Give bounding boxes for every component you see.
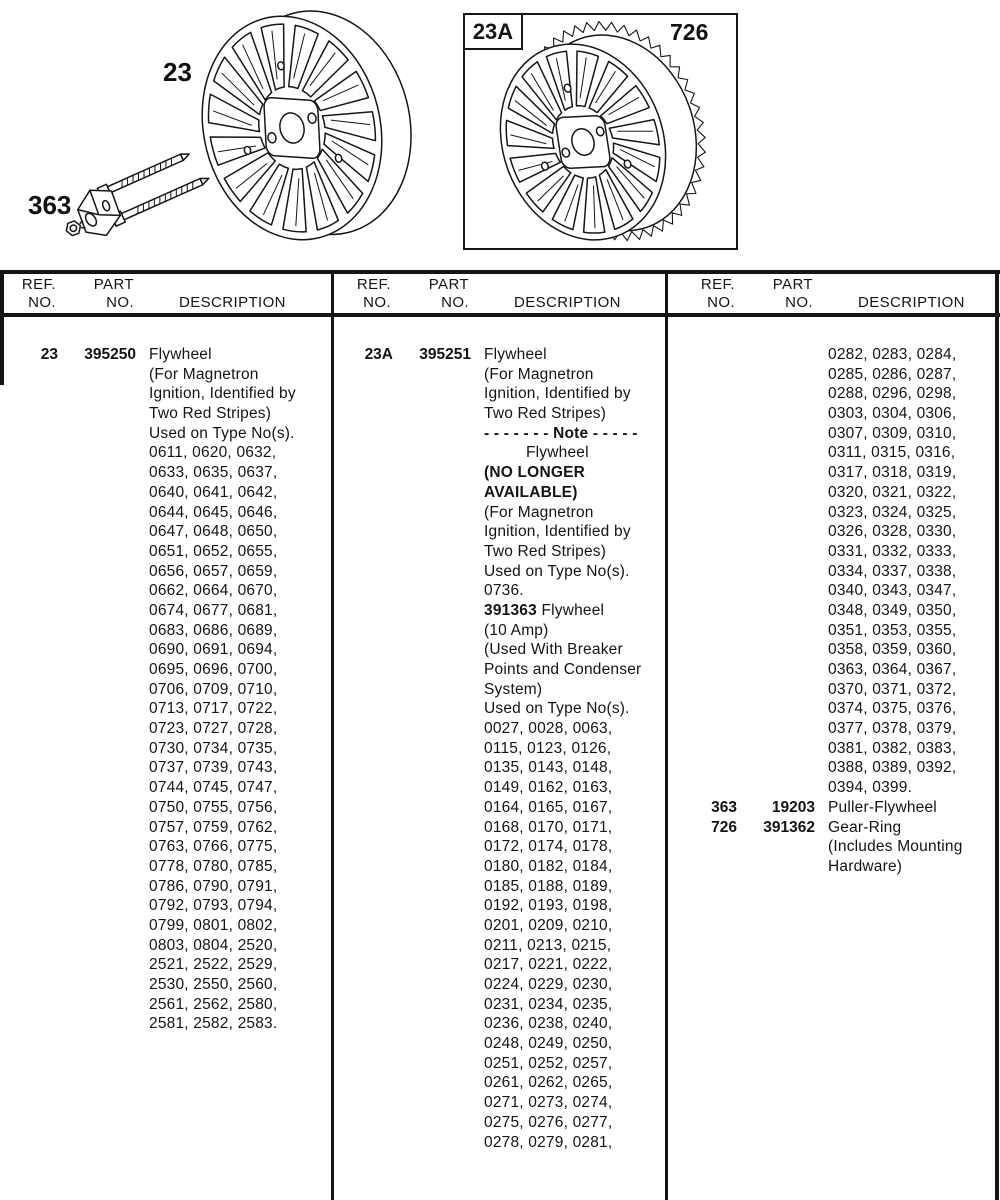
table-header	[0, 276, 331, 311]
header-text: NO.	[363, 293, 391, 311]
part-no: 19203	[771, 798, 815, 816]
description-line: Puller-Flywheel	[828, 798, 937, 816]
description-line: 0323, 0324, 0325,	[828, 503, 957, 521]
part-entry	[0, 345, 331, 1034]
description-line: Gear-Ring	[828, 818, 902, 836]
description-line: 0261, 0262, 0265,	[484, 1074, 613, 1092]
part-no	[737, 345, 815, 798]
description-line: 0651, 0652, 0655,	[149, 542, 278, 560]
header-ref-no	[335, 276, 393, 311]
table-top-rule	[0, 270, 1000, 274]
description-line: 0317, 0318, 0319,	[828, 464, 957, 482]
header-text: REF.	[21, 276, 56, 293]
description-line: 0231, 0234, 0235,	[484, 995, 613, 1013]
part-entry	[679, 798, 995, 818]
ref-no	[679, 345, 737, 798]
header-text: NO.	[28, 293, 56, 311]
callout-label-726: 726	[670, 19, 709, 45]
column-divider	[665, 270, 668, 1200]
description-line: (For Magnetron	[484, 365, 594, 383]
description-line: 0275, 0276, 0277,	[484, 1113, 613, 1131]
description-line: 0706, 0709, 0710,	[149, 680, 278, 698]
parts-column	[0, 317, 331, 1034]
description-line: 0388, 0389, 0392,	[828, 759, 957, 777]
part-entry	[335, 345, 665, 1152]
description-line: 0736.	[484, 582, 524, 600]
description-line: 0799, 0801, 0802,	[149, 916, 278, 934]
header-text: PART	[428, 276, 469, 293]
description-line: 0180, 0182, 0184,	[484, 857, 613, 875]
description-line: Points and Condenser	[484, 661, 642, 678]
description-line: 0149, 0162, 0163,	[484, 779, 613, 797]
description-line: Flywheel	[149, 346, 212, 363]
header-text: NO.	[106, 293, 134, 311]
header-text: REF.	[700, 276, 735, 293]
description-line: 0370, 0371, 0372,	[828, 680, 957, 698]
part-description	[136, 345, 331, 1034]
callout-label-363: 363	[28, 190, 72, 220]
description-line: 0307, 0309, 0310,	[828, 424, 957, 442]
description-line: 0348, 0349, 0350,	[828, 601, 957, 619]
part-description	[815, 345, 995, 798]
description-line: 2521, 2522, 2529,	[149, 956, 278, 974]
description-line: AVAILABLE)	[484, 483, 578, 501]
description-line: 0374, 0375, 0376,	[828, 700, 957, 718]
description-line: 0792, 0793, 0794,	[149, 897, 278, 915]
description-line: 0363, 0364, 0367,	[828, 661, 957, 678]
description-line: 0674, 0677, 0681,	[149, 601, 278, 619]
description-line: Flywheel	[484, 346, 547, 363]
ref-no: 363	[711, 798, 737, 816]
description-line: 0285, 0286, 0287,	[828, 365, 957, 383]
description-line: Two Red Stripes)	[484, 542, 607, 560]
part-entry	[679, 818, 995, 877]
callout-label-23: 23	[163, 57, 192, 87]
header-text: NO.	[785, 293, 813, 311]
description-line: (Includes Mounting	[828, 838, 963, 856]
header-part-no	[58, 276, 136, 311]
description-line: 0168, 0170, 0171,	[484, 818, 613, 836]
description-line: 0778, 0780, 0785,	[149, 857, 278, 875]
ref-no: 23A	[364, 346, 393, 363]
description-line: (Used With Breaker	[484, 641, 623, 659]
description-line: 0135, 0143, 0148,	[484, 759, 613, 777]
header-text: REF.	[356, 276, 391, 293]
description-line: Ignition, Identified by	[149, 385, 296, 403]
description-line: Flywheel	[526, 444, 589, 462]
description-line: Ignition, Identified by	[484, 523, 631, 541]
parts-column	[335, 317, 665, 1152]
description-line: Two Red Stripes)	[484, 405, 607, 423]
ref-no: 23	[40, 346, 58, 363]
description-line: (10 Amp)	[484, 621, 549, 639]
description-line: 0644, 0645, 0646,	[149, 503, 278, 521]
description-line: 0633, 0635, 0637,	[149, 464, 278, 482]
description-line: Two Red Stripes)	[149, 405, 272, 423]
description-line: Used on Type No(s).	[149, 424, 295, 442]
header-description	[815, 276, 995, 311]
flywheel-puller-drawing	[50, 148, 240, 253]
description-line: (NO LONGER	[484, 464, 586, 482]
description-line: Used on Type No(s).	[484, 700, 630, 718]
description-line: (For Magnetron	[149, 365, 259, 383]
description-line: 0803, 0804, 2520,	[149, 936, 278, 954]
description-line: 0326, 0328, 0330,	[828, 523, 957, 541]
puller-body-icon	[73, 183, 125, 241]
table-header	[335, 276, 665, 311]
description-line: 0377, 0378, 0379,	[828, 720, 957, 738]
header-text: DESCRIPTION	[514, 294, 621, 311]
header-part-no	[737, 276, 815, 311]
description-line: 0278, 0279, 0281,	[484, 1133, 613, 1151]
description-line: 0236, 0238, 0240,	[484, 1015, 613, 1033]
header-text: DESCRIPTION	[858, 294, 965, 311]
description-line: 0713, 0717, 0722,	[149, 700, 278, 718]
description-line: 0723, 0727, 0728,	[149, 720, 278, 738]
description-line: 0358, 0359, 0360,	[828, 641, 957, 659]
description-line: 0211, 0213, 0215,	[484, 936, 612, 954]
description-line: (For Magnetron	[484, 503, 594, 521]
description-line: 0201, 0209, 0210,	[484, 916, 613, 934]
description-line: 0786, 0790, 0791,	[149, 877, 278, 895]
description-line: 0164, 0165, 0167,	[484, 798, 613, 816]
header-part-no	[393, 276, 471, 311]
table-header	[679, 276, 995, 311]
description-line: 0334, 0337, 0338,	[828, 562, 957, 580]
description-line: 0248, 0249, 0250,	[484, 1035, 613, 1053]
description-line: 0192, 0193, 0198,	[484, 897, 613, 915]
description-line: 0288, 0296, 0298,	[828, 385, 957, 403]
description-line: 0351, 0353, 0355,	[828, 621, 957, 639]
puller-bolt-icon	[64, 218, 86, 237]
description-line: 0311, 0315, 0316,	[828, 444, 956, 462]
column-divider	[331, 270, 334, 1200]
description-line: 0115, 0123, 0126,	[484, 739, 612, 757]
description-line: 0251, 0252, 0257,	[484, 1054, 613, 1072]
description-line: 0662, 0664, 0670,	[149, 582, 278, 600]
description-line: 0611, 0620, 0632,	[149, 444, 277, 462]
description-line: 0303, 0304, 0306,	[828, 405, 957, 423]
description-line: 0737, 0739, 0743,	[149, 759, 278, 777]
description-line: System)	[484, 680, 543, 698]
description-line: 2561, 2562, 2580,	[149, 995, 278, 1013]
inset-ref-tag	[463, 13, 523, 50]
ref-no: 726	[711, 818, 737, 836]
description-line: 0394, 0399.	[828, 779, 913, 797]
description-line: Hardware)	[828, 857, 903, 875]
description-line: 0647, 0648, 0650,	[149, 523, 278, 541]
description-line: 0027, 0028, 0063,	[484, 720, 613, 738]
table-right-border	[995, 270, 999, 1200]
description-line: - - - - - - - Note - - - - -	[484, 424, 638, 442]
header-description	[136, 276, 331, 311]
description-line: 2530, 2550, 2560,	[149, 976, 278, 993]
header-description	[471, 276, 665, 311]
description-line: 0282, 0283, 0284,	[828, 346, 957, 363]
description-line: 0217, 0221, 0222,	[484, 956, 613, 974]
description-line: 0757, 0759, 0762,	[149, 818, 278, 836]
description-line: 0331, 0332, 0333,	[828, 542, 957, 560]
header-text: PART	[93, 276, 134, 293]
description-line: Used on Type No(s).	[484, 562, 630, 580]
description-line: 0340, 0343, 0347,	[828, 582, 957, 600]
header-text: NO.	[707, 293, 735, 311]
part-no: 395251	[419, 346, 471, 363]
part-description	[471, 345, 665, 1152]
description-line: 0656, 0657, 0659,	[149, 562, 278, 580]
description-line: 0695, 0696, 0700,	[149, 661, 278, 678]
header-ref-no	[0, 276, 58, 311]
callout-label-23a: 23A	[472, 18, 514, 44]
part-no: 391362	[763, 818, 815, 836]
description-line: 0320, 0321, 0322,	[828, 483, 957, 501]
description-line: 0750, 0755, 0756,	[149, 798, 278, 816]
description-segment: 391363	[484, 601, 542, 619]
header-ref-no	[679, 276, 737, 311]
description-line: 2581, 2582, 2583.	[149, 1015, 278, 1033]
description-line: 0185, 0188, 0189,	[484, 877, 613, 895]
parts-column	[679, 317, 995, 877]
description-line: 0640, 0641, 0642,	[149, 483, 278, 501]
description-line: 0381, 0382, 0383,	[828, 739, 957, 757]
description-line: 0172, 0174, 0178,	[484, 838, 613, 856]
header-text: DESCRIPTION	[179, 294, 286, 311]
part-entry	[679, 345, 995, 798]
description-line: 0730, 0734, 0735,	[149, 739, 278, 757]
part-description	[815, 798, 995, 818]
description-line: Ignition, Identified by	[484, 385, 631, 403]
part-no: 395250	[84, 346, 136, 363]
description-segment: Flywheel	[541, 601, 605, 619]
part-description	[815, 818, 995, 877]
description-line: 0683, 0686, 0689,	[149, 621, 278, 639]
header-text: PART	[772, 276, 813, 293]
description-line: 0763, 0766, 0775,	[149, 838, 278, 856]
description-line	[484, 601, 665, 621]
description-line: 0224, 0229, 0230,	[484, 976, 613, 993]
description-line: 0690, 0691, 0694,	[149, 641, 278, 659]
header-text: NO.	[441, 293, 469, 311]
description-line: 0744, 0745, 0747,	[149, 779, 278, 797]
description-line: 0271, 0273, 0274,	[484, 1094, 613, 1112]
